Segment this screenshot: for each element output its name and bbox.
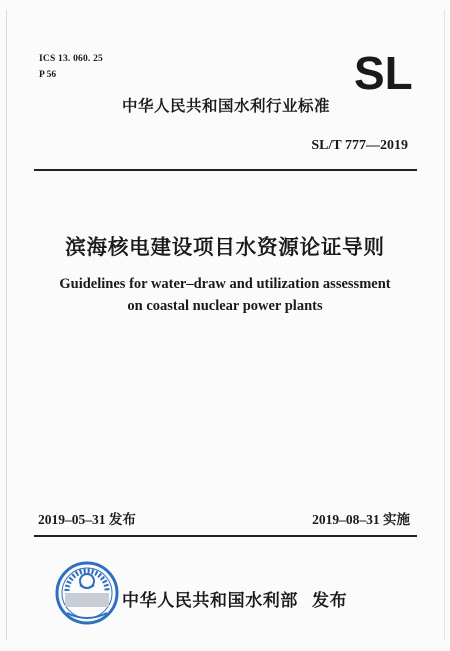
ministry-seal-icon [55, 561, 119, 625]
standard-number: SL/T 777—2019 [311, 138, 408, 153]
bottom-divider [34, 535, 417, 537]
issue-date: 2019–05–31 发布 [38, 512, 136, 527]
standard-type: 中华人民共和国水利行业标准 [122, 97, 331, 115]
publisher-issue-word: 发布 [312, 591, 348, 611]
title-english-line1: Guidelines for water–draw and utilization assessment [59, 276, 391, 292]
implementation-date: 2019–08–31 实施 [312, 512, 410, 527]
title-chinese: 滨海核电建设项目水资源论证导则 [65, 235, 385, 259]
publisher [122, 586, 347, 611]
p-code: P 56 [39, 70, 57, 80]
scan-edge-right [444, 10, 445, 640]
top-divider [34, 169, 417, 171]
sl-logo-text: SL [354, 50, 413, 96]
scan-edge-left [6, 10, 7, 640]
title-english-line2: on coastal nuclear power plants [127, 298, 323, 314]
ics-code: ICS 13. 060. 25 [39, 54, 103, 64]
sl-logo-icon [354, 50, 428, 96]
publisher-name: 中华人民共和国水利部 [122, 591, 298, 611]
